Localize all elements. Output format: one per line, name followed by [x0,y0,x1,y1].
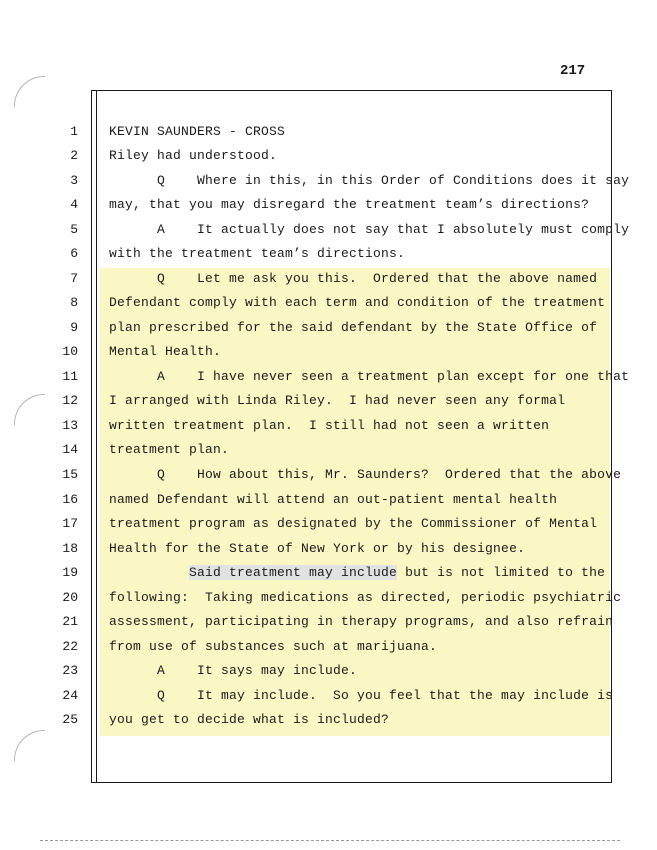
transcript-line [0,562,657,586]
line-text: you get to decide what is included? [109,712,390,727]
line-number: 23 [62,663,78,678]
transcript-line [0,194,657,218]
line-number: 6 [70,246,78,261]
page-number: 217 [560,63,586,79]
transcript-line [0,145,657,169]
line-text: Health for the State of New York or by his designee. [109,541,526,556]
line-number: 22 [62,639,78,654]
transcript-line [0,587,657,611]
transcript-line [0,538,657,562]
transcript-line [0,513,657,537]
line-text [109,565,605,580]
line-text: assessment, participating in therapy programs, and also refrain [109,614,614,629]
line-number: 8 [70,295,78,310]
transcript-line [0,464,657,488]
line-number: 2 [70,148,78,163]
line-text: KEVIN SAUNDERS - CROSS [109,124,286,139]
transcript-line [0,636,657,660]
line-text: plan prescribed for the said defendant by the State Office of [109,320,598,335]
line-text: with the treatment team’s directions. [109,246,406,261]
transcript-line [0,709,657,733]
line-number: 16 [62,492,78,507]
line-number: 9 [70,320,78,335]
line-text: A I have never seen a treatment plan except for one that [109,369,630,384]
line-number: 1 [70,124,78,139]
transcript-line [0,341,657,365]
transcript-line [0,660,657,684]
line-number: 21 [62,614,78,629]
line-number: 4 [70,197,78,212]
line-text: following: Taking medications as directed, periodic psychiatric [109,590,622,605]
line-text: Mental Health. [109,344,222,359]
line-text: Q Where in this, in this Order of Conditions does it say [109,173,630,188]
page-edge-line [40,840,620,841]
line-text: Q How about this, Mr. Saunders? Ordered that the above [109,467,622,482]
line-text: Q It may include. So you feel that the may include is [109,688,614,703]
line-number: 25 [62,712,78,727]
transcript-line [0,366,657,390]
transcript-line [0,685,657,709]
transcript-line [0,121,657,145]
line-text: Riley had understood. [109,148,278,163]
line-number: 5 [70,222,78,237]
line-text: treatment plan. [109,442,230,457]
line-number: 18 [62,541,78,556]
line-number: 20 [62,590,78,605]
transcript-line [0,390,657,414]
line-text: named Defendant will attend an out-patient mental health [109,492,558,507]
line-number: 14 [62,442,78,457]
transcript-line [0,415,657,439]
line-text: treatment program as designated by the Commissioner of Mental [109,516,598,531]
line-text: written treatment plan. I still had not seen a written [109,418,550,433]
transcript-line [0,243,657,267]
transcript-line [0,219,657,243]
line-number: 17 [62,516,78,531]
line-number: 3 [70,173,78,188]
punch-hole [14,76,45,107]
line-number: 12 [62,393,78,408]
transcript-line [0,292,657,316]
line-number: 7 [70,271,78,286]
line-number: 24 [62,688,78,703]
line-number: 19 [62,565,78,580]
punch-hole [14,730,45,761]
selected-text-highlight: Said treatment may include [189,565,398,580]
line-text: from use of substances such at marijuana. [109,639,438,654]
line-text: A It actually does not say that I absolutely must comply [109,222,630,237]
transcript-line [0,611,657,635]
line-text: may, that you may disregard the treatment team’s directions? [109,197,590,212]
line-text: A It says may include. [109,663,358,678]
line-text: I arranged with Linda Riley. I had never seen any formal [109,393,566,408]
transcript-line [0,170,657,194]
transcript-line [0,439,657,463]
transcript-line [0,489,657,513]
line-text-lead [109,565,189,580]
transcript-line [0,268,657,292]
frame-bottom-border [91,782,612,783]
transcript-line [0,317,657,341]
line-number: 11 [62,369,78,384]
line-text-tail: but is not limited to the [397,565,606,580]
line-number: 15 [62,467,78,482]
line-text: Q Let me ask you this. Ordered that the above named [109,271,598,286]
line-number: 13 [62,418,78,433]
line-text: Defendant comply with each term and condition of the treatment [109,295,606,310]
line-number: 10 [62,344,78,359]
